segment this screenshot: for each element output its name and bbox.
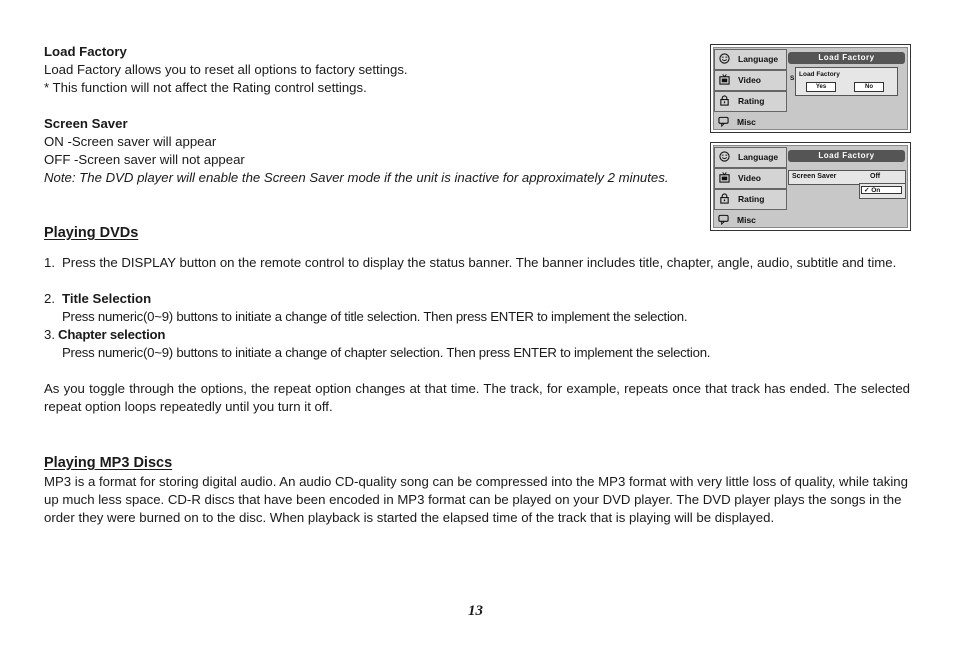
step2-title: Title Selection [62,291,152,306]
menu-item-label: Language [738,152,779,162]
face-icon [719,53,730,64]
speech-bubble-icon [718,214,729,225]
load-factory-line2: * This function will not affect the Rating control settings. [44,80,367,95]
osd-menu-column [714,48,785,129]
screen-saver-note: Note: The DVD player will enable the Screen Saver mode if the unit is inactive for approximately 2 minutes. [44,170,669,185]
screen-saver-options [859,183,906,199]
menu-item-label: Misc [737,117,756,127]
osd-menu-column [714,146,785,227]
step1-number: 1. [44,255,55,270]
menu-item-language[interactable] [714,49,787,70]
speech-bubble-icon [718,116,729,127]
step3-number: 3. [44,327,55,342]
menu-item-label: Video [738,173,761,183]
page-number: 13 [468,603,483,619]
no-button[interactable]: No [854,82,884,92]
osd-title-bar: Load Factory [788,52,905,64]
osd-panel-body [713,47,908,130]
menu-item-rating[interactable] [714,189,787,210]
face-icon [719,151,730,162]
step3-title: Chapter selection [58,327,166,342]
lock-icon [719,95,730,106]
menu-item-video[interactable] [714,70,787,91]
step2-number: 2. [44,291,55,306]
yes-button[interactable]: Yes [806,82,836,92]
menu-item-misc[interactable] [714,113,785,132]
tv-icon [719,172,730,183]
osd-screen-saver-panel [710,142,911,231]
osd-partial-label: S [790,75,795,82]
menu-item-language[interactable] [714,147,787,168]
screen-saver-off-line: OFF -Screen saver will not appear [44,152,245,167]
load-factory-heading: Load Factory [44,44,127,59]
menu-item-misc[interactable] [714,211,785,230]
option-off[interactable]: Off [870,173,881,180]
load-factory-dialog [795,67,898,96]
playing-dvds-heading: Playing DVDs [44,225,139,241]
tv-icon [719,74,730,85]
menu-item-video[interactable] [714,168,787,189]
menu-item-label: Misc [737,215,756,225]
playing-mp3-heading: Playing MP3 Discs [44,455,173,471]
mp3-paragraph: MP3 is a format for storing digital audio. An audio CD-quality song can be compressed into the MP3 format with very little loss of quality, while taking up much less space. CD-R discs that have been encoded in MP3 format can be played on your DVD player. The DVD player plays the songs in the order they were burned on to the disc. When playback is started the elapsed time of the track that is playing will be displayed. [44,474,908,525]
step2-text: Press numeric(0~9) buttons to initiate a change of title selection. Then press ENTER to implement the selection. [62,309,688,324]
menu-item-label: Rating [738,194,765,204]
step1-text: Press the DISPLAY button on the remote control to display the status banner. The banner includes title, chapter, angle, audio, subtitle and time. [62,255,897,270]
screen-saver-on-line: ON -Screen saver will appear [44,134,217,149]
menu-item-label: Rating [738,96,765,106]
osd-panel-body [713,145,908,228]
menu-item-label: Language [738,54,779,64]
osd-load-factory-panel [710,44,911,133]
lock-icon [719,193,730,204]
screen-saver-setting-label: Screen Saver [792,173,837,180]
menu-item-label: Video [738,75,761,85]
dialog-label: Load Factory [799,71,840,78]
screen-saver-heading: Screen Saver [44,116,128,131]
step3-text: Press numeric(0~9) buttons to initiate a change of chapter selection. Then press ENTER to implement the selection. [62,345,711,360]
option-on[interactable]: ✓ On [861,186,902,194]
load-factory-line1: Load Factory allows you to reset all options to factory settings. [44,62,408,77]
menu-item-rating[interactable] [714,91,787,112]
repeat-toggle-paragraph: As you toggle through the options, the repeat option changes at that time. The track, for example, repeats once that track has ended. The selected repeat option loops repeatedly until you turn it off. [44,381,910,414]
osd-title-bar: Load Factory [788,150,905,162]
